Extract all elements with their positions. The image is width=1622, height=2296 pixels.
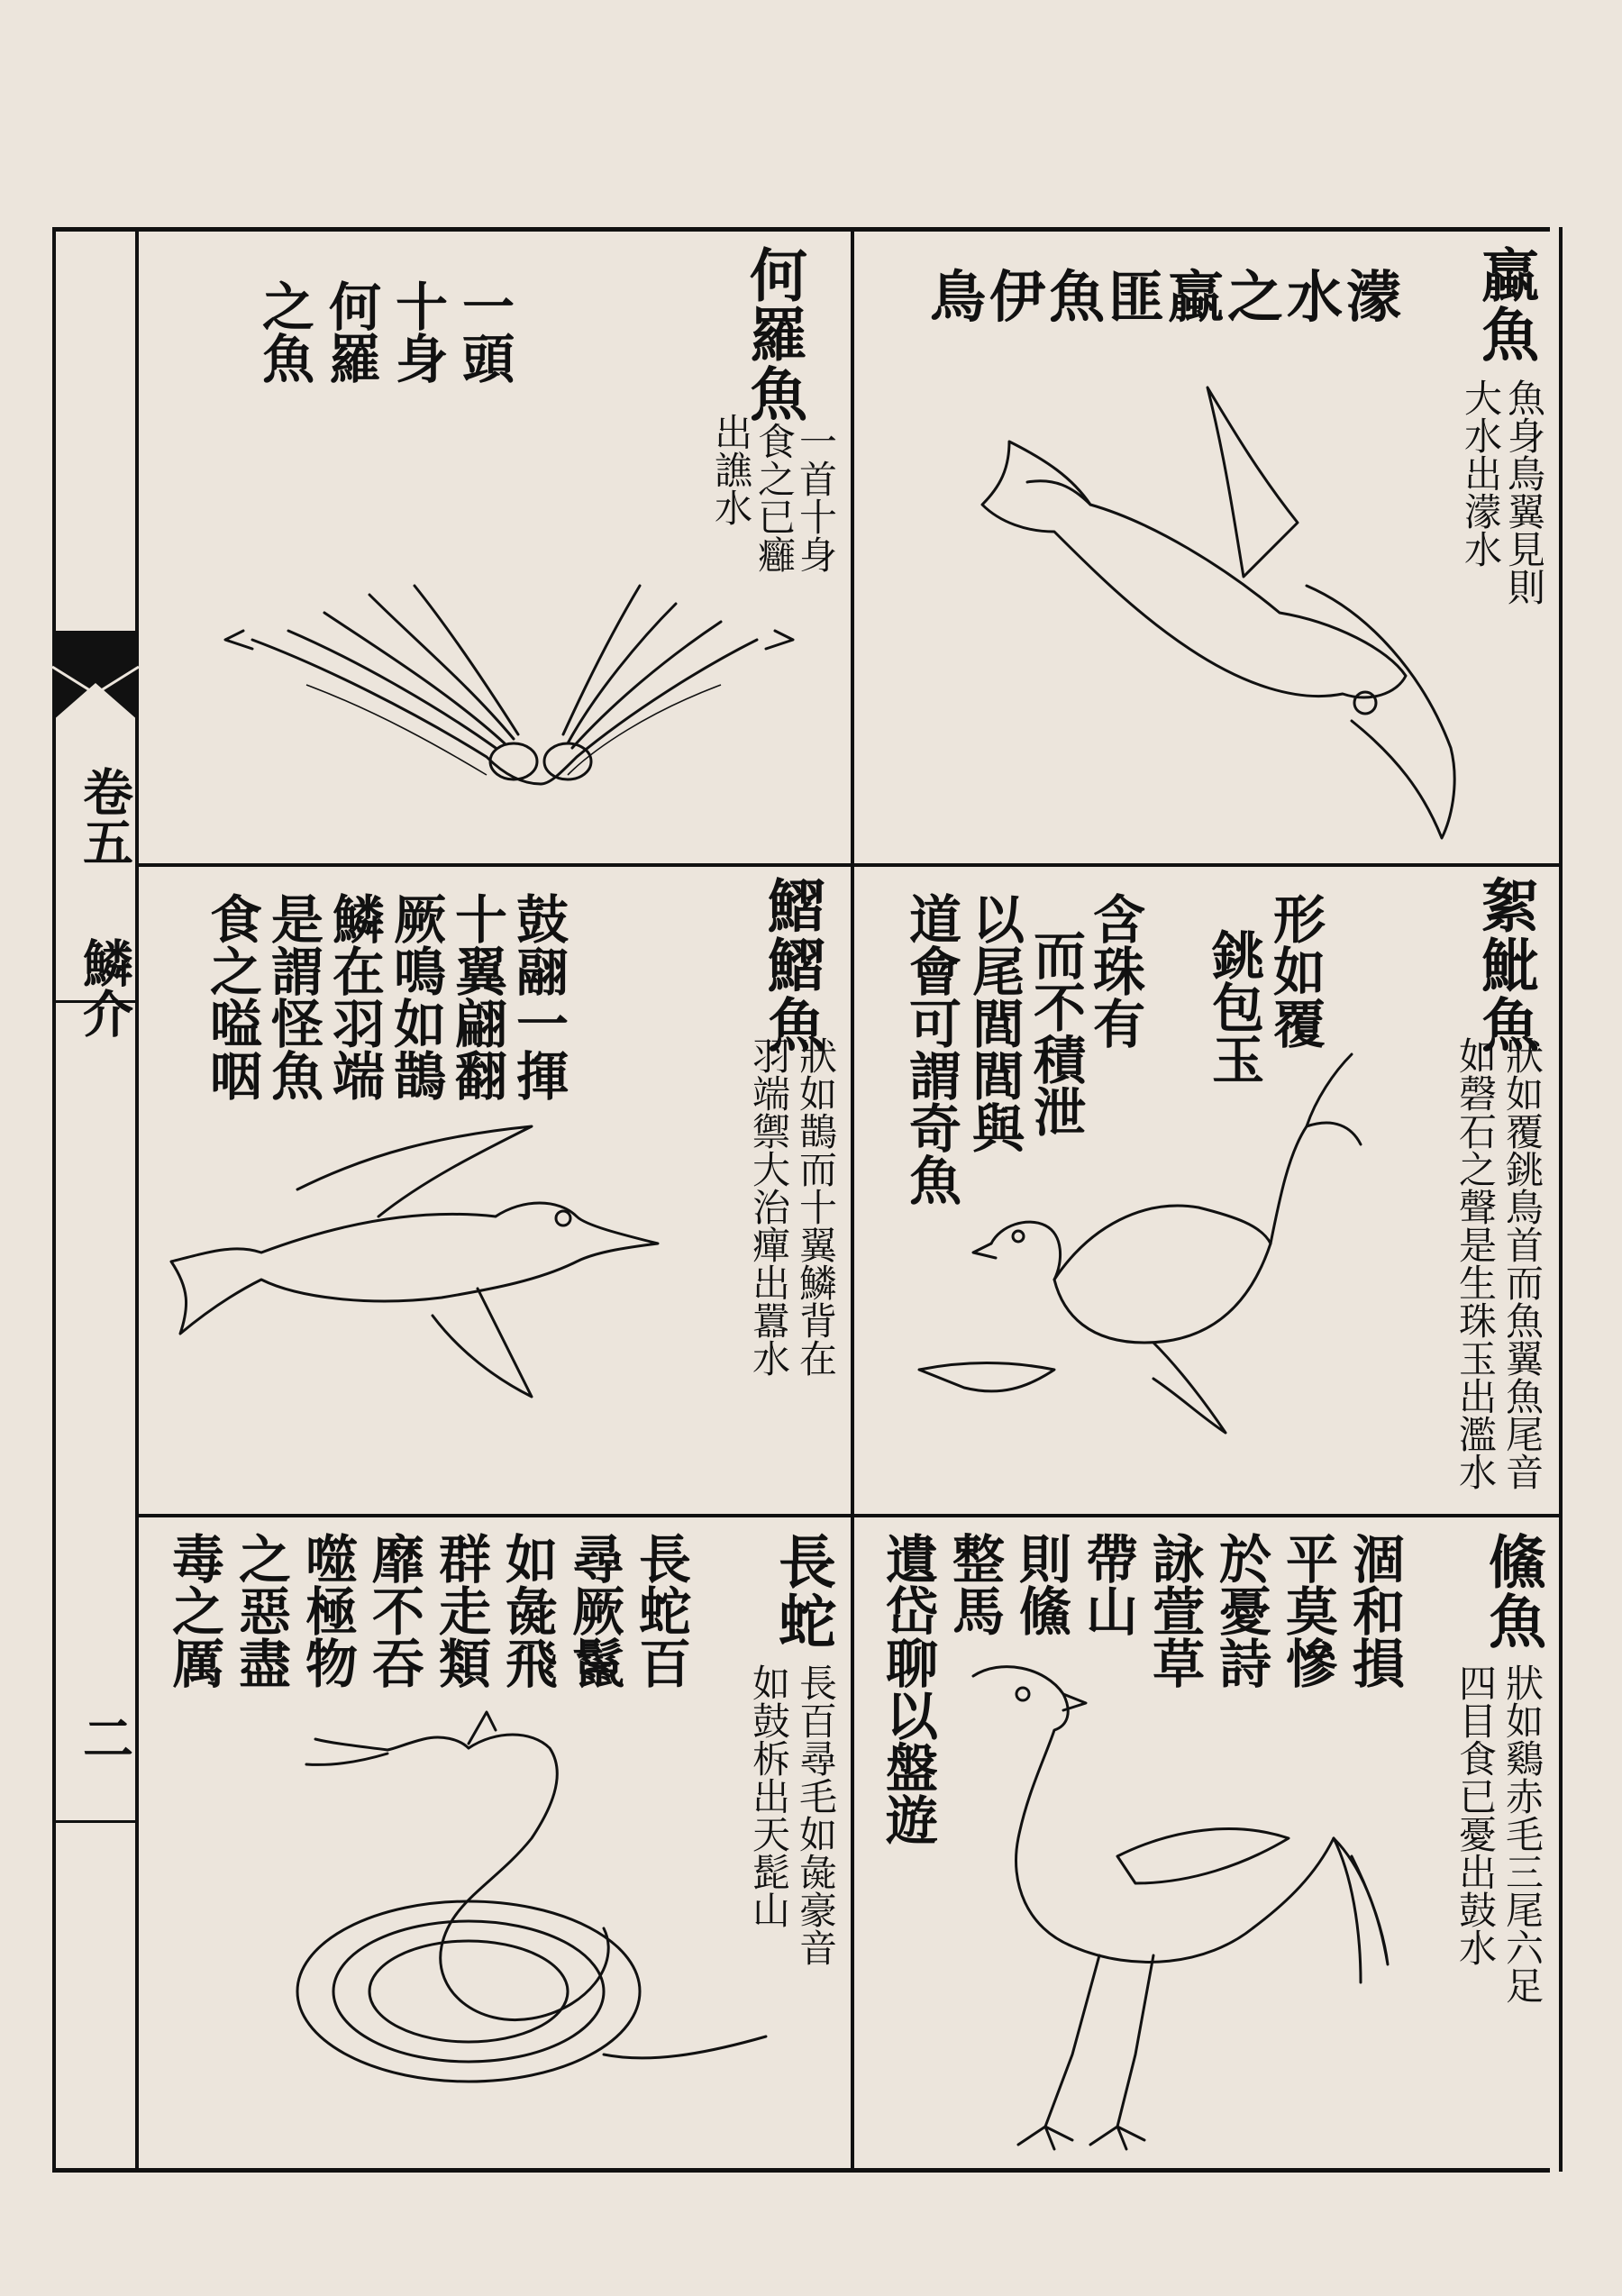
changshe-poem-8: 毒之厲 — [163, 1532, 224, 1689]
changshe-poem-1: 長蛇百 — [630, 1532, 691, 1689]
xixi-poem-1: 鼓翮一揮 — [507, 892, 569, 1101]
heluo-note-3: 出譙水 — [709, 413, 753, 526]
changshe-name: 長蛇 — [769, 1532, 836, 1651]
ruipi-poem-1: 形如覆 — [1264, 892, 1326, 1049]
tiaoyu-poem-8: 遺岱聊以盤遊 — [877, 1532, 938, 1845]
xixi-poem-5: 是謂怪魚 — [262, 892, 323, 1101]
xixi-poem-4: 鱗在羽端 — [323, 892, 385, 1101]
ruipi-note-2: 如磬石之聲是生珠玉出濫水 — [1453, 1036, 1498, 1490]
right-border — [1559, 227, 1563, 2172]
heluo-poem-1: 一頭 — [453, 279, 515, 384]
heluo-note-2: 食之已癰 — [752, 422, 797, 573]
row-divider-2 — [135, 1514, 1561, 1517]
tiaoyu-note-1: 狀如鷄赤毛三尾六足 — [1500, 1663, 1545, 2004]
margin-volume: 卷五 — [75, 766, 134, 867]
tiaoyu-bird-illustration — [937, 1658, 1406, 2163]
changshe-note-1: 長百尋毛如彘豪音 — [794, 1663, 838, 1966]
margin-rule-2 — [52, 1820, 135, 1823]
heluo-poem-3: 何羅 — [320, 279, 381, 384]
ruipi-poem-6: 道會可謂奇魚 — [900, 892, 961, 1206]
bottom-border — [52, 2168, 1550, 2173]
heluo-name: 何羅魚 — [740, 245, 807, 424]
changshe-poem-5: 靡不吞 — [363, 1532, 424, 1689]
ruipi-poem-4: 而不積泄 — [1025, 928, 1086, 1137]
margin-page-number: 二 — [75, 1712, 134, 1763]
tiaoyu-poem-2: 平莫慘 — [1277, 1532, 1338, 1689]
ruipi-note-1: 狀如覆銚鳥首而魚翼魚尾音 — [1500, 1036, 1545, 1490]
changshe-poem-3: 如彘飛 — [497, 1532, 558, 1689]
yingyu-note-2: 大水出濛水 — [1459, 378, 1503, 568]
yingyu-note-1: 魚身鳥翼見則 — [1502, 378, 1546, 606]
ruipi-poem-2: 銚包玉 — [1203, 928, 1264, 1085]
center-divider — [851, 227, 854, 2172]
tiaoyu-poem-5: 帶山 — [1077, 1532, 1138, 1636]
yingyu-caption: 濛水之蠃匪魚伊鳥 — [929, 264, 1406, 330]
changshe-poem-6: 噬極物 — [296, 1532, 358, 1689]
ruipi-name: 絮魮魚 — [1472, 876, 1539, 1054]
fishtail-mark — [52, 631, 139, 730]
heluo-poem-4: 之魚 — [253, 279, 314, 384]
outer-left-border — [52, 227, 56, 2172]
xixi-poem-6: 食之嗌咽 — [201, 892, 262, 1101]
xixi-poem-2: 十翼翩翻 — [446, 892, 507, 1101]
tiaoyu-note-2: 四目食已憂出鼓水 — [1453, 1663, 1498, 1966]
xixi-note-1: 狀如鵲而十翼鱗背在 — [794, 1036, 838, 1377]
changshe-note-2: 如鼓柝出天髭山 — [747, 1663, 791, 1928]
changshe-poem-2: 尋厥鬣 — [563, 1532, 624, 1689]
ruipi-poem-5: 以尾閭閭與 — [963, 892, 1025, 1153]
tiaoyu-poem-3: 於憂詩 — [1210, 1532, 1271, 1689]
xixi-note-2: 羽端禦大治癉出囂水 — [747, 1036, 791, 1377]
xixi-name: 鰼鰼魚 — [758, 876, 825, 1054]
xixi-poem-3: 厥鳴如鵲 — [385, 892, 446, 1101]
tiaoyu-name: 鯈魚 — [1479, 1532, 1546, 1651]
heluo-fish-illustration — [216, 532, 802, 838]
inner-left-border — [135, 227, 139, 2172]
heluo-note-1: 一首十身 — [794, 422, 838, 573]
margin-section: 鱗介 — [75, 937, 134, 1038]
heluo-poem-2: 十身 — [387, 279, 448, 384]
changshe-poem-7: 之惡盡 — [230, 1532, 291, 1689]
changshe-poem-4: 群走類 — [430, 1532, 491, 1689]
yingyu-name: 蠃魚 — [1472, 245, 1539, 364]
ruipi-poem-3: 含珠有 — [1084, 892, 1145, 1049]
changshe-serpent-illustration — [261, 1694, 784, 2145]
yingyu-fish-illustration — [919, 378, 1496, 847]
xixi-fish-illustration — [153, 1117, 676, 1406]
row-divider-1 — [135, 863, 1561, 867]
top-border — [52, 227, 1550, 232]
tiaoyu-poem-4: 詠萱草 — [1144, 1532, 1205, 1689]
tiaoyu-poem-1: 涸和損 — [1344, 1532, 1405, 1689]
tiaoyu-poem-6: 則鯈 — [1010, 1532, 1071, 1636]
tiaoyu-poem-7: 整馬 — [943, 1532, 1005, 1636]
ruipi-fish-illustration — [910, 1045, 1379, 1442]
